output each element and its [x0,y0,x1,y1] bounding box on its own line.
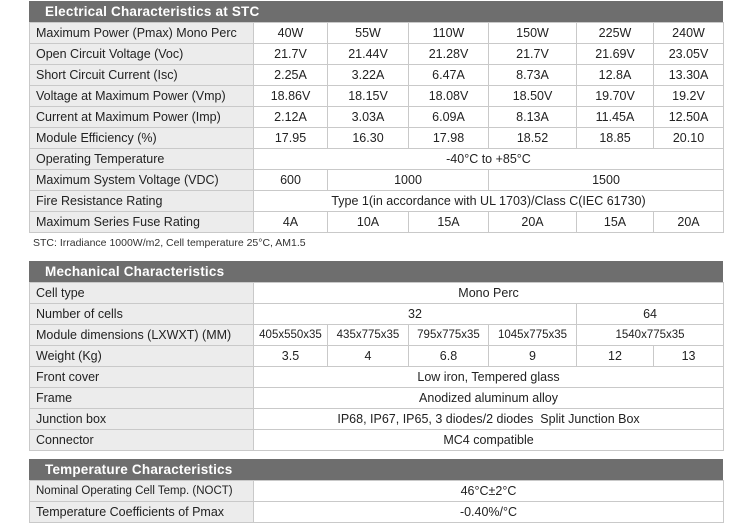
row-label: Module dimensions (LXWXT) (MM) [30,325,254,346]
table-row [30,283,724,304]
cell-value: Type 1(in accordance with UL 1703)/Class C(IEC 61730) [254,191,724,212]
cell-value: 40W [254,23,328,44]
cell-value: 405x550x35 [254,325,328,346]
electrical-section [29,1,723,233]
temperature-header: Temperature Characteristics [29,459,723,480]
cell-value: 4A [254,212,328,233]
table-row [30,191,724,212]
electrical-header: Electrical Characteristics at STC [29,1,723,22]
cell-value: 20A [654,212,724,233]
cell-value: 20.10 [654,128,724,149]
cell-value: Low iron, Tempered glass [254,367,724,388]
table-row [30,409,724,430]
cell-value: 225W [577,23,654,44]
table-row [30,502,724,523]
table-row [30,481,724,502]
cell-value: 12 [577,346,654,367]
row-label: Operating Temperature [30,149,254,170]
table-row [30,325,724,346]
table-row [30,23,724,44]
table-row [30,128,724,149]
cell-value: 795x775x35 [409,325,489,346]
cell-value: 20A [489,212,577,233]
table-row [30,107,724,128]
cell-value: 18.08V [409,86,489,107]
row-label: Module Efficiency (%) [30,128,254,149]
table-row [30,388,724,409]
cell-value: 4 [328,346,409,367]
row-label: Voltage at Maximum Power (Vmp) [30,86,254,107]
table-row [30,304,724,325]
cell-value: Mono Perc [254,283,724,304]
cell-value: Anodized aluminum alloy [254,388,724,409]
row-label: Open Circuit Voltage (Voc) [30,44,254,65]
cell-value: IP68, IP67, IP65, 3 diodes/2 diodes Split Junction Box [254,409,724,430]
cell-value: 17.98 [409,128,489,149]
cell-value: 21.28V [409,44,489,65]
cell-value: 3.22A [328,65,409,86]
cell-value: 8.73A [489,65,577,86]
table-row [30,65,724,86]
table-row [30,212,724,233]
cell-value: 13 [654,346,724,367]
row-label: Cell type [30,283,254,304]
cell-value: 19.2V [654,86,724,107]
table-row [30,86,724,107]
cell-value: 12.50A [654,107,724,128]
cell-value: 600 [254,170,328,191]
table-row [30,170,724,191]
cell-value: 6.47A [409,65,489,86]
cell-value: 1000 [328,170,489,191]
cell-value: 2.25A [254,65,328,86]
cell-value: 18.52 [489,128,577,149]
row-label: Maximum System Voltage (VDC) [30,170,254,191]
row-label: Current at Maximum Power (Imp) [30,107,254,128]
row-label: Fire Resistance Rating [30,191,254,212]
table-row [30,430,724,451]
cell-value: -0.40%/°C [254,502,724,523]
row-label: Maximum Power (Pmax) Mono Perc [30,23,254,44]
cell-value: 17.95 [254,128,328,149]
cell-value: 1500 [489,170,724,191]
row-label: Frame [30,388,254,409]
cell-value: 1540x775x35 [577,325,724,346]
cell-value: 6.09A [409,107,489,128]
table-row [30,367,724,388]
table-row [30,149,724,170]
cell-value: 21.69V [577,44,654,65]
cell-value: 21.7V [254,44,328,65]
cell-value: 9 [489,346,577,367]
cell-value: 240W [654,23,724,44]
electrical-table [29,22,724,233]
cell-value: 1045x775x35 [489,325,577,346]
mechanical-table [29,282,724,451]
stc-note: STC: Irradiance 1000W/m2, Cell temperature 25°C, AM1.5 [33,237,306,249]
row-label: Number of cells [30,304,254,325]
mechanical-header: Mechanical Characteristics [29,261,723,282]
temperature-section [29,459,723,523]
cell-value: -40°C to +85°C [254,149,724,170]
cell-value: 23.05V [654,44,724,65]
cell-value: 150W [489,23,577,44]
cell-value: 15A [577,212,654,233]
cell-value: 16.30 [328,128,409,149]
cell-value: 32 [254,304,577,325]
cell-value: 13.30A [654,65,724,86]
cell-value: MC4 compatible [254,430,724,451]
cell-value: 55W [328,23,409,44]
cell-value: 12.8A [577,65,654,86]
cell-value: 6.8 [409,346,489,367]
cell-value: 3.03A [328,107,409,128]
row-label: Temperature Coefficients of Pmax [30,502,254,523]
row-label: Junction box [30,409,254,430]
row-label: Weight (Kg) [30,346,254,367]
cell-value: 10A [328,212,409,233]
cell-value: 46°C±2°C [254,481,724,502]
cell-value: 21.44V [328,44,409,65]
table-row [30,346,724,367]
cell-value: 18.86V [254,86,328,107]
mechanical-section [29,261,723,451]
cell-value: 3.5 [254,346,328,367]
row-label: Maximum Series Fuse Rating [30,212,254,233]
row-label: Connector [30,430,254,451]
row-label: Front cover [30,367,254,388]
cell-value: 64 [577,304,724,325]
cell-value: 21.7V [489,44,577,65]
cell-value: 435x775x35 [328,325,409,346]
row-label: Nominal Operating Cell Temp. (NOCT) [30,481,254,502]
cell-value: 8.13A [489,107,577,128]
cell-value: 15A [409,212,489,233]
cell-value: 18.85 [577,128,654,149]
row-label: Short Circuit Current (Isc) [30,65,254,86]
cell-value: 11.45A [577,107,654,128]
cell-value: 19.70V [577,86,654,107]
cell-value: 18.50V [489,86,577,107]
cell-value: 2.12A [254,107,328,128]
table-row [30,44,724,65]
cell-value: 110W [409,23,489,44]
temperature-table [29,480,724,523]
cell-value: 18.15V [328,86,409,107]
